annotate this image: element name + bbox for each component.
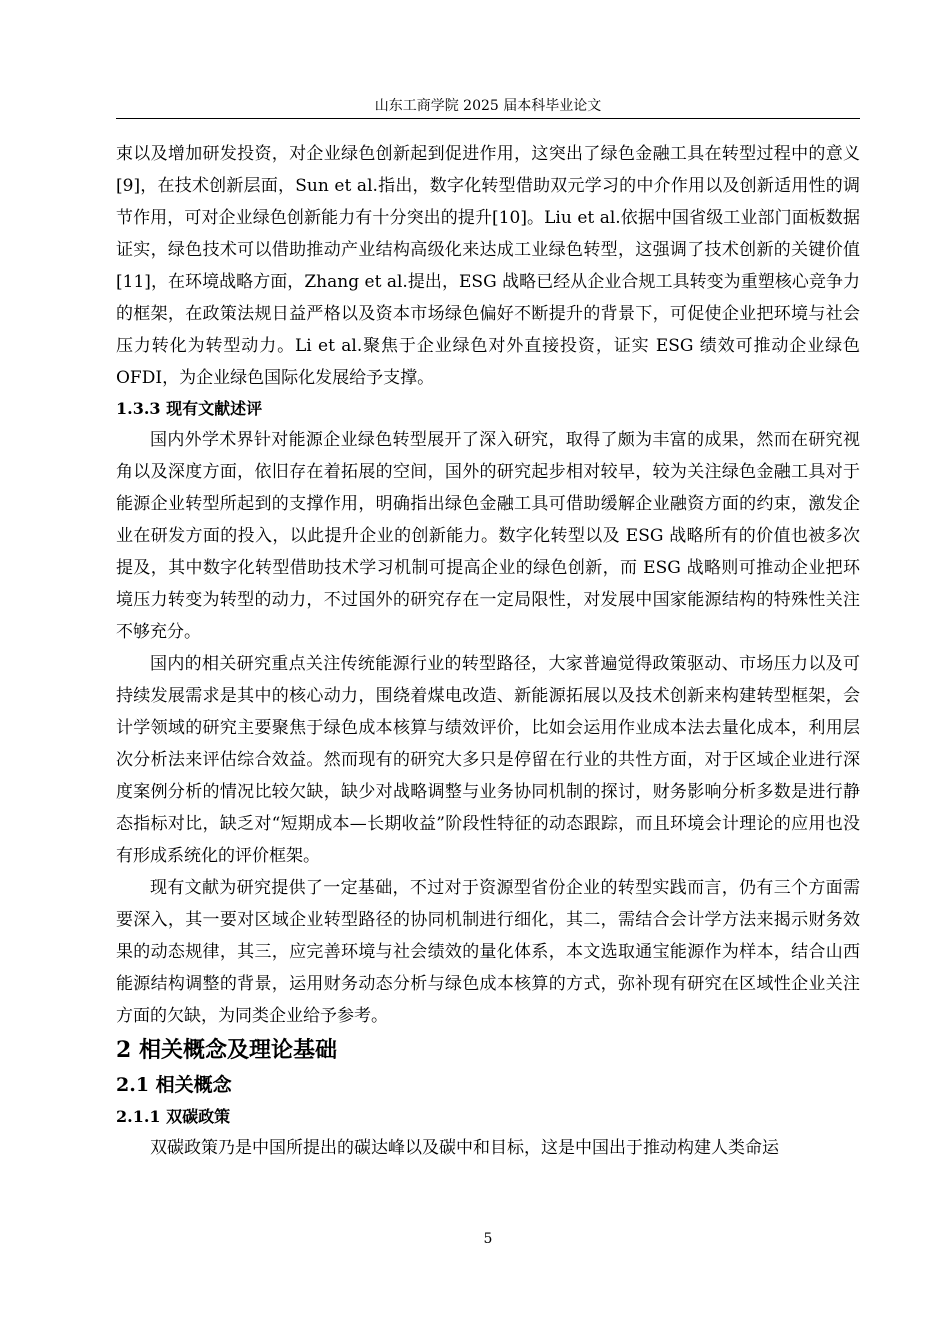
section-heading-1-3-3: 1.3.3 现有文献述评 xyxy=(116,399,263,418)
section-heading-2-1: 2.1 相关概念 xyxy=(116,1074,232,1096)
body-text xyxy=(116,138,860,1164)
paragraph-continued: 束以及增加研发投资，对企业绿色创新起到促进作用，这突出了绿色金融工具在转型过程中的意义[9]，在技术创新层面，Sun et al.指出，数字化转型借助双元学习的中介作用以及创新适用性的调节作用，可对企业绿色创新能力有十分突出的提升[10]。Liu et al.依据中国省级工业部门面板数据证实，绿色技术可以借助推动产业结构高级化来达成工业绿色转型，这强调了技术创新的关键价值[11]，在环境战略方面，Zhang et al.提出，ESG 战略已经从企业合规工具转变为重塑核心竞争力的框架，在政策法规日益严格以及资本市场绿色偏好不断提升的背景下，可促使企业把环境与社会压力转化为转型动力。Li et al.聚焦于企业绿色对外直接投资，证实 ESG 绩效可推动企业绿色 OFDI，为企业绿色国际化发展给予支撑。 xyxy=(116,144,860,388)
page-number: 5 xyxy=(483,1231,493,1247)
header-rule xyxy=(116,118,860,119)
section-heading-2-1-1: 2.1.1 双碳政策 xyxy=(116,1107,231,1126)
paragraph-dual-carbon: 双碳政策乃是中国所提出的碳达峰以及碳中和目标，这是中国出于推动构建人类命运 xyxy=(150,1138,779,1158)
paragraph-review-foreign: 国内外学术界针对能源企业绿色转型展开了深入研究，取得了颇为丰富的成果，然而在研究视角以及深度方面，依旧存在着拓展的空间，国外的研究起步相对较早，较为关注绿色金融工具对于能源企业转型所起到的支撑作用，明确指出绿色金融工具可借助缓解企业融资方面的约束，激发企业在研发方面的投入，以此提升企业的创新能力。数字化转型以及 ESG 战略所有的价值也被多次提及，其中数字化转型借助技术学习机制可提高企业的绿色创新，而 ESG 战略则可推动企业把环境压力转变为转型的动力，不过国外的研究存在一定局限性，对发展中国家能源结构的特殊性关注不够充分。 xyxy=(116,430,860,642)
running-header: 山东工商学院 2025 届本科毕业论文 xyxy=(374,98,602,114)
paragraph-review-domestic: 国内的相关研究重点关注传统能源行业的转型路径，大家普遍觉得政策驱动、市场压力以及可持续发展需求是其中的核心动力，围绕着煤电改造、新能源拓展以及技术创新来构建转型框架，会计学领域的研究主要聚焦于绿色成本核算与绩效评价，比如会运用作业成本法去量化成本，利用层次分析法来评估综合效益。然而现有的研究大多只是停留在行业的共性方面，对于区域企业进行深度案例分析的情况比较欠缺，缺少对战略调整与业务协同机制的探讨，财务影响分析多数是进行静态指标对比，缺乏对“短期成本—长期收益”阶段性特征的动态跟踪，而且环境会计理论的应用也没有形成系统化的评价框架。 xyxy=(116,654,860,866)
chapter-heading-2: 2 相关概念及理论基础 xyxy=(116,1037,337,1063)
paragraph-review-summary: 现有文献为研究提供了一定基础，不过对于资源型省份企业的转型实践而言，仍有三个方面需要深入，其一要对区域企业转型路径的协同机制进行细化，其二，需结合会计学方法来揭示财务效果的动态规律，其三，应完善环境与社会绩效的量化体系，本文选取通宝能源作为样本，结合山西能源结构调整的背景，运用财务动态分析与绿色成本核算的方式，弥补现有研究在区域性企业关注方面的欠缺，为同类企业给予参考。 xyxy=(116,878,860,1026)
